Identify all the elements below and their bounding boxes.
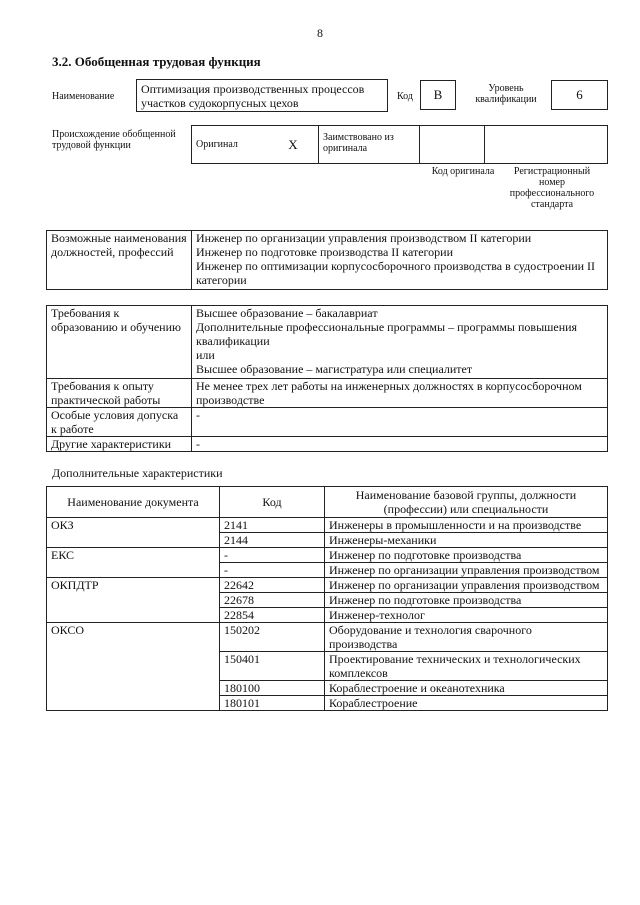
req-education-label: Требования к образованию и обучению <box>47 306 192 379</box>
code-cell: 180100 <box>220 681 325 696</box>
name-cell: Кораблестроение <box>325 696 608 711</box>
name-cell: Оборудование и технология сварочного производства <box>325 623 608 652</box>
name-cell: Инженер по организации управления производством <box>325 578 608 593</box>
req-line: Высшее образование – магистратура или специалитет <box>196 362 473 376</box>
position-item: Инженер по организации управления производством II категории <box>196 231 532 245</box>
borrowed-label: Заимствовано из оригинала <box>319 126 420 164</box>
req-experience-value: Не менее трех лет работы на инженерных должностях в корпусосборочном производстве <box>192 379 608 408</box>
req-other-value: - <box>192 437 608 452</box>
additional-title: Дополнительные характеристики <box>52 466 223 480</box>
original-mark: X <box>268 126 319 164</box>
name-value: Оптимизация производственных процессов участков судокорпусных цехов <box>136 79 388 112</box>
table-row <box>47 548 608 563</box>
name-label: Наименование <box>52 91 115 102</box>
req-education-values <box>192 306 608 379</box>
level-label: Уровень квалификации <box>475 83 537 105</box>
position-item: Инженер по подготовке производства II категории <box>196 245 453 259</box>
reg-num-label: Регистрационный номер профессионального стандарта <box>509 166 595 210</box>
level-value: 6 <box>551 80 608 110</box>
code-orig-label: Код оригинала <box>431 166 495 177</box>
table-row <box>47 518 608 533</box>
positions-label: Возможные наименования должностей, профессий <box>47 231 192 290</box>
code-cell: - <box>220 563 325 578</box>
section-title: 3.2. Обобщенная трудовая функция <box>52 54 261 69</box>
req-line: Дополнительные профессиональные программы – программы повышения квалификации <box>196 320 578 348</box>
name-cell: Инженер по подготовке производства <box>325 593 608 608</box>
table-row <box>47 578 608 593</box>
name-cell: Инженеры в промышленности и на производстве <box>325 518 608 533</box>
name-cell: Кораблестроение и океанотехника <box>325 681 608 696</box>
code-cell: 150202 <box>220 623 325 652</box>
col-header-code: Код <box>220 487 325 518</box>
code-cell: 2144 <box>220 533 325 548</box>
code-orig-cell <box>420 126 485 164</box>
name-cell: Инженер по организации управления производством <box>325 563 608 578</box>
code-cell: - <box>220 548 325 563</box>
code-label: Код <box>397 91 413 102</box>
positions-table <box>46 230 608 290</box>
name-cell: Инженер-технолог <box>325 608 608 623</box>
name-cell: Инженер по подготовке производства <box>325 548 608 563</box>
original-label: Оригинал <box>192 126 269 164</box>
reg-num-cell <box>485 126 608 164</box>
doc-cell: ОКЗ <box>47 518 220 548</box>
col-header-doc: Наименование документа <box>47 487 220 518</box>
req-line: или <box>196 348 215 362</box>
doc-cell: ЕКС <box>47 548 220 578</box>
additional-table <box>46 486 608 711</box>
position-item: Инженер по оптимизации корпусосборочного производства в судостроении II категории <box>196 259 596 287</box>
code-cell: 22642 <box>220 578 325 593</box>
name-cell: Инженеры-механики <box>325 533 608 548</box>
req-conditions-label: Особые условия допуска к работе <box>47 408 192 437</box>
code-cell: 180101 <box>220 696 325 711</box>
req-line: Высшее образование – бакалавриат <box>196 306 378 320</box>
name-cell: Проектирование технических и технологических комплексов <box>325 652 608 681</box>
req-experience-label: Требования к опыту практической работы <box>47 379 192 408</box>
code-cell: 22678 <box>220 593 325 608</box>
code-value: B <box>420 80 456 110</box>
code-cell: 150401 <box>220 652 325 681</box>
positions-values <box>192 231 608 290</box>
req-conditions-value: - <box>192 408 608 437</box>
col-header-name: Наименование базовой группы, должности (профессии) или специальности <box>325 487 608 518</box>
requirements-table <box>46 305 608 452</box>
origin-label: Происхождение обобщенной трудовой функции <box>52 129 176 151</box>
code-cell: 22854 <box>220 608 325 623</box>
origin-table <box>191 125 608 164</box>
page-number: 8 <box>317 26 323 40</box>
table-row <box>47 623 608 652</box>
req-other-label: Другие характеристики <box>47 437 192 452</box>
code-cell: 2141 <box>220 518 325 533</box>
doc-cell: ОКСО <box>47 623 220 711</box>
doc-cell: ОКПДТР <box>47 578 220 623</box>
